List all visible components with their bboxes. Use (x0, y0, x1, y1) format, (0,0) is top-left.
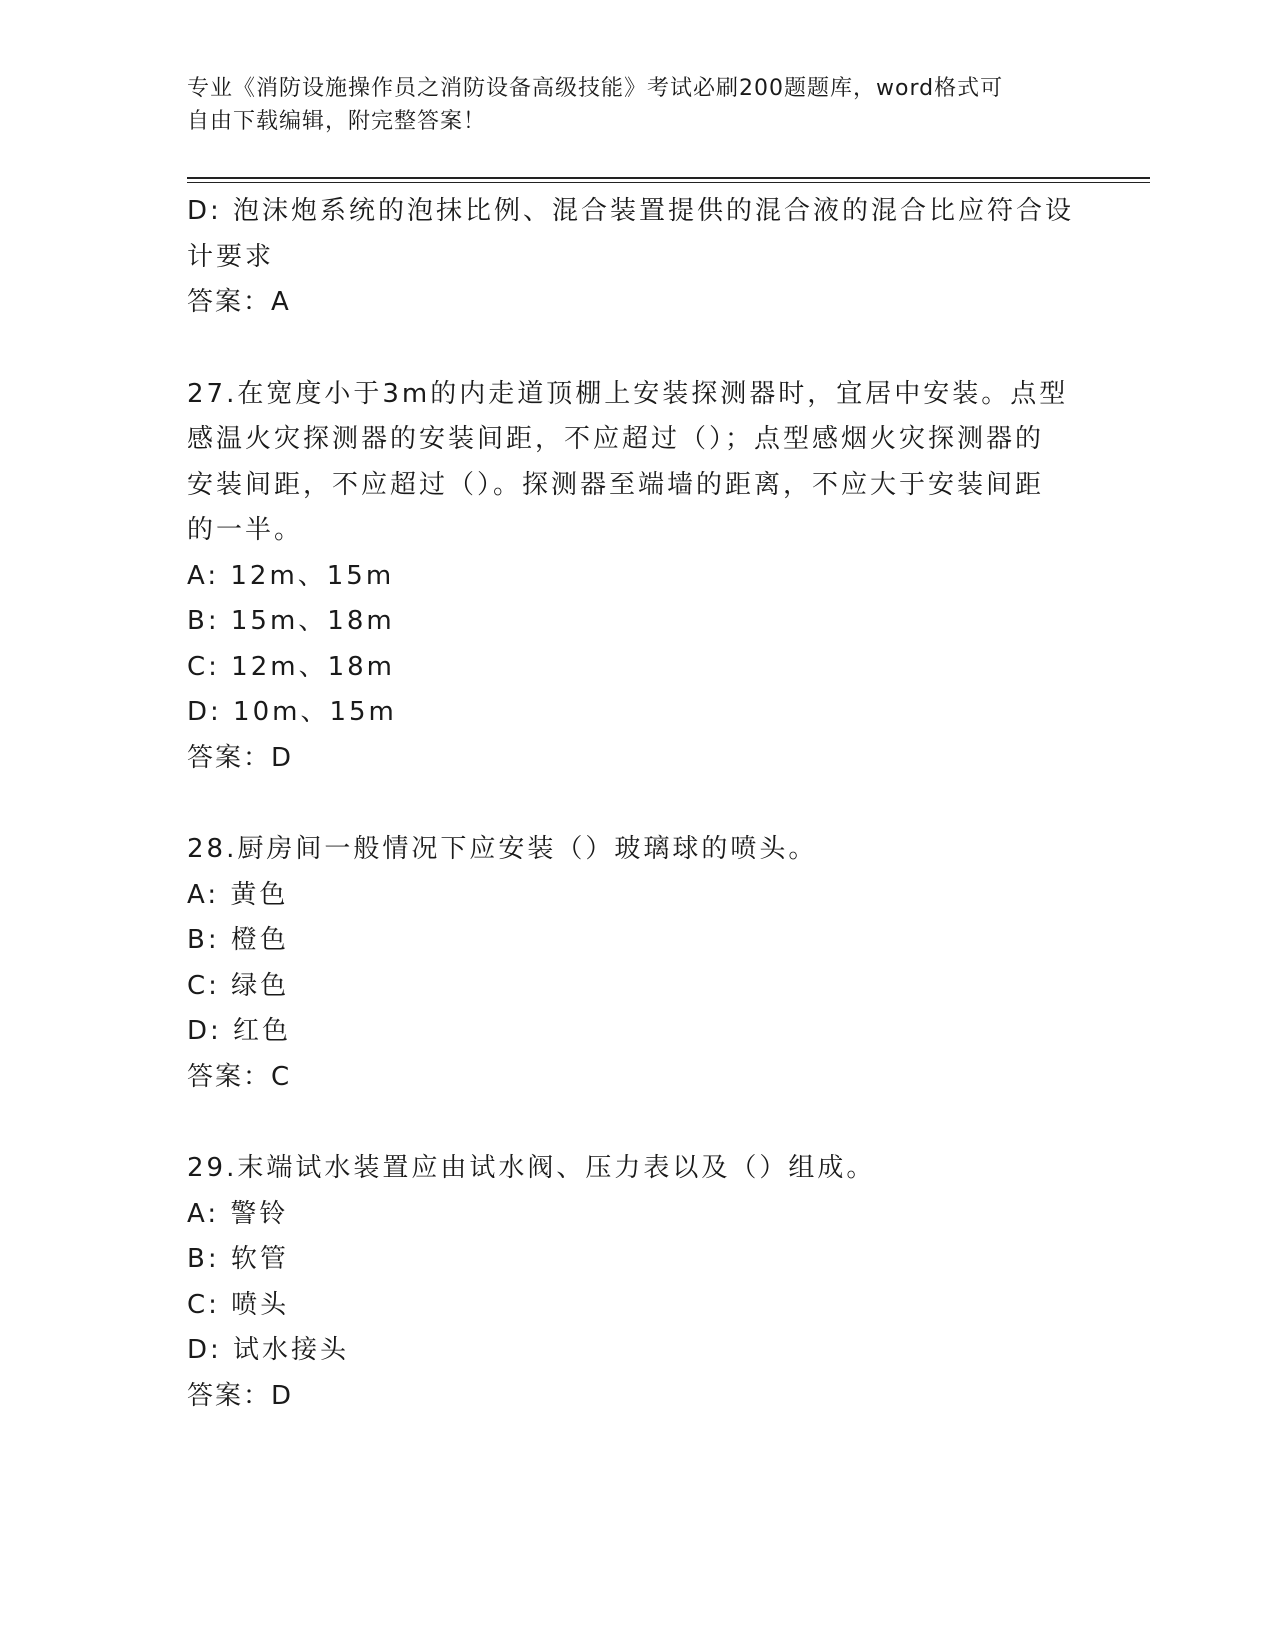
question-text: 28.厨房间一般情况下应安装（）玻璃球的喷头。 (187, 834, 818, 864)
header-divider-thick (187, 177, 1150, 179)
question-text: 27.在宽度小于3m的内走道顶棚上安装探测器时，宜居中安装。点型 (187, 378, 1069, 409)
answer-label: 答案：A (187, 287, 291, 317)
question-29 (187, 1146, 1077, 1419)
option-d: D: 泡沫炮系统的泡抹比例、混合装置提供的混合液的混合比应符合设 (187, 196, 1075, 226)
header-line-1: 专业《消防设施操作员之消防设备高级技能》考试必刷200题题库，word格式可 (187, 76, 1004, 101)
document-header (187, 72, 1067, 138)
question-27 (187, 372, 1077, 782)
answer-label: 答案：D (187, 742, 294, 773)
option-c: C: 喷头 (187, 1289, 290, 1320)
question-28 (187, 827, 1077, 1100)
question-text-continued: 感温火灾探测器的安装间距，不应超过（）；点型感烟火灾探测器的 (187, 424, 1045, 454)
option-a: A: 警铃 (187, 1198, 289, 1229)
document-body (187, 189, 1077, 1419)
option-c: C: 绿色 (187, 970, 290, 1001)
option-d: D: 红色 (187, 1016, 292, 1046)
option-d: D: 10m、15m (187, 697, 397, 727)
question-text-continued: 的一半。 (187, 515, 304, 545)
header-divider-thin (187, 182, 1150, 183)
previous-question-tail (187, 189, 1077, 326)
option-d-continued: 计要求 (187, 241, 275, 272)
answer-label: 答案：D (187, 1380, 294, 1411)
option-a: A: 黄色 (187, 879, 289, 910)
question-text-continued: 安装间距，不应超过（）。探测器至端墙的距离，不应大于安装间距 (187, 469, 1045, 500)
option-a: A: 12m、15m (187, 560, 395, 591)
option-b: B: 15m、18m (187, 606, 395, 636)
answer-label: 答案：C (187, 1061, 292, 1092)
question-text: 29.末端试水装置应由试水阀、压力表以及（）组成。 (187, 1153, 876, 1183)
option-d: D: 试水接头 (187, 1335, 350, 1365)
header-line-2: 自由下载编辑，附完整答案！ (187, 109, 487, 134)
option-b: B: 橙色 (187, 925, 289, 955)
option-c: C: 12m、18m (187, 651, 396, 682)
option-b: B: 软管 (187, 1244, 289, 1274)
